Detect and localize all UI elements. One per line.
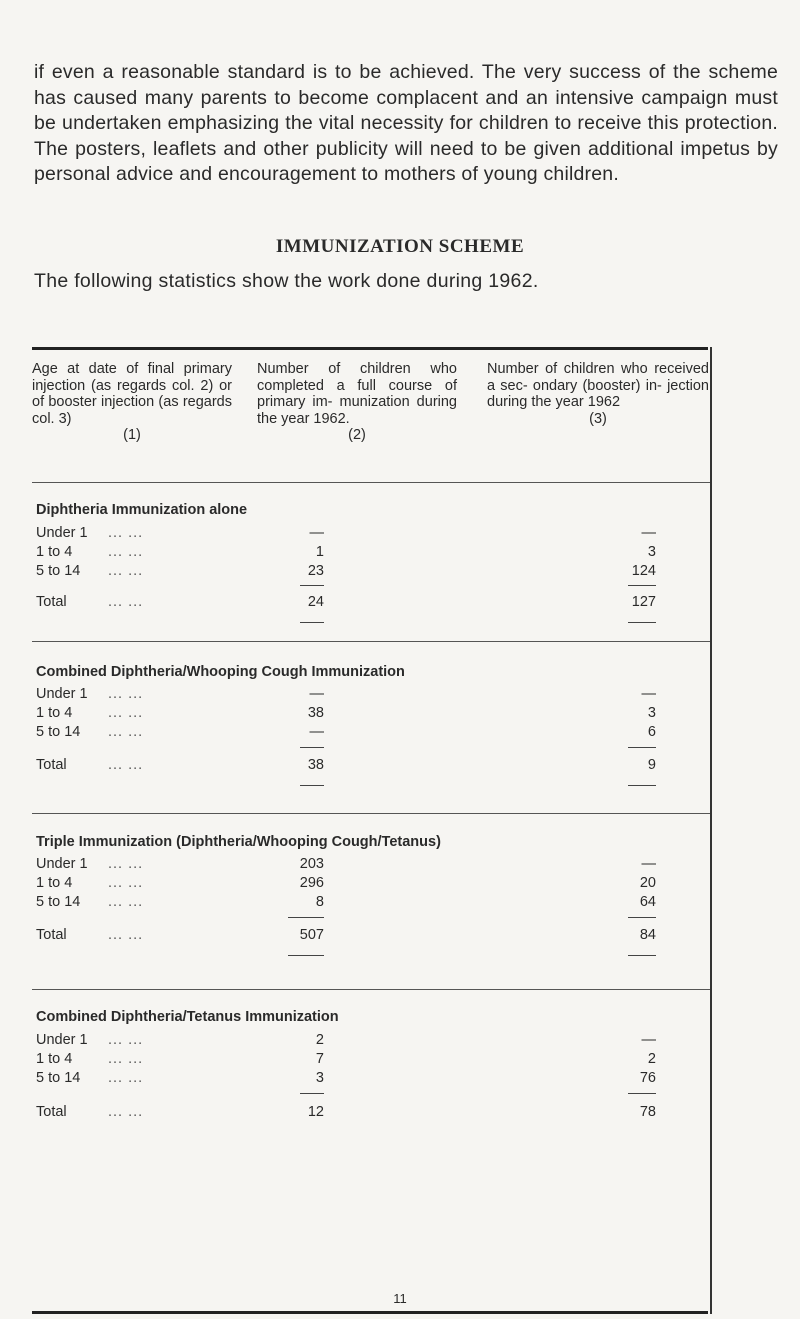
cell-col3: 9: [647, 757, 656, 773]
total-rule: [300, 785, 324, 786]
cell-col2: 38: [307, 757, 324, 773]
column-header-text: Age at date of final primary injection (as regards col. 2) or of booster injection (as regards col. 3): [32, 361, 232, 427]
column-number: (3): [589, 410, 607, 427]
page-number: 11: [393, 1291, 407, 1306]
column-header-3: [487, 361, 709, 427]
cell-col3: 124: [631, 563, 656, 579]
leader-dots: ... ...: [108, 724, 144, 740]
section-divider: [32, 813, 710, 814]
cell-col3: —: [641, 856, 656, 872]
table-row: [36, 856, 708, 874]
subtotal-rule: [628, 747, 656, 748]
cell-col2: 3: [315, 1070, 324, 1086]
row-label: 1 to 4: [36, 875, 73, 891]
section-divider: [32, 989, 710, 990]
column-header-2: [257, 361, 457, 444]
leader-dots: ... ...: [108, 875, 144, 891]
cell-col3: —: [641, 686, 656, 702]
cell-col3: 127: [631, 594, 656, 610]
subtotal-rule: [288, 917, 324, 918]
total-row: [36, 927, 708, 945]
cell-col3: 6: [647, 724, 656, 740]
leader-dots: ... ...: [108, 544, 144, 560]
row-label: 5 to 14: [36, 563, 81, 579]
leader-dots: ... ...: [108, 927, 144, 943]
cell-col2: 24: [307, 594, 324, 610]
leader-dots: ... ...: [108, 1051, 144, 1067]
cell-col3: 20: [639, 875, 656, 891]
leader-dots: ... ...: [108, 594, 144, 610]
row-label: 5 to 14: [36, 1070, 81, 1086]
cell-col3: 76: [639, 1070, 656, 1086]
table-row: [36, 1051, 708, 1069]
table-row: [36, 894, 708, 912]
total-rule: [300, 622, 324, 623]
cell-col3: 3: [647, 705, 656, 721]
subtotal-rule: [628, 1093, 656, 1094]
cell-col2: 203: [299, 856, 324, 872]
total-rule: [628, 785, 656, 786]
column-number: (2): [348, 427, 366, 443]
column-header-text: Number of children who completed a full course of primary im- munization during the year 1962.: [257, 361, 457, 427]
row-label: Total: [36, 1104, 67, 1120]
leader-dots: ... ...: [108, 563, 144, 579]
total-row: [36, 757, 708, 775]
page-heading: IMMUNIZATION SCHEME: [275, 236, 525, 257]
leader-dots: ... ...: [108, 856, 144, 872]
column-header-text: Number of children who received a sec- ondary (booster) in- jection during the year 1962: [487, 361, 709, 410]
row-label: Under 1: [36, 856, 88, 872]
subtotal-rule: [300, 747, 324, 748]
section-title: Triple Immunization (Diphtheria/Whooping Cough/Tetanus): [36, 834, 441, 850]
cell-col3: 78: [639, 1104, 656, 1120]
row-label: Total: [36, 927, 67, 943]
table-row: [36, 1070, 708, 1088]
cell-col2: 1: [315, 544, 324, 560]
total-rule: [628, 622, 656, 623]
cell-col2: —: [309, 525, 324, 541]
leader-dots: ... ...: [108, 894, 144, 910]
row-label: Total: [36, 594, 67, 610]
subtotal-rule: [628, 585, 656, 586]
leader-dots: ... ...: [108, 1104, 144, 1120]
cell-col2: 7: [315, 1051, 324, 1067]
cell-col2: 38: [307, 705, 324, 721]
subtotal-rule: [628, 917, 656, 918]
cell-col3: 84: [639, 927, 656, 943]
leader-dots: ... ...: [108, 1032, 144, 1048]
cell-col2: 23: [307, 563, 324, 579]
row-label: 1 to 4: [36, 705, 73, 721]
cell-col3: —: [641, 1032, 656, 1048]
leader-dots: ... ...: [108, 1070, 144, 1086]
row-label: Under 1: [36, 686, 88, 702]
table-row: [36, 724, 708, 742]
table-right-rule: [710, 347, 712, 1314]
table-row: [36, 525, 708, 543]
leader-dots: ... ...: [108, 686, 144, 702]
section-title: Combined Diphtheria/Tetanus Immunization: [36, 1009, 339, 1025]
cell-col3: 64: [639, 894, 656, 910]
cell-col2: —: [309, 686, 324, 702]
cell-col2: 2: [315, 1032, 324, 1048]
cell-col2: 507: [299, 927, 324, 943]
row-label: 1 to 4: [36, 544, 73, 560]
leader-dots: ... ...: [108, 705, 144, 721]
column-number: (1): [123, 427, 141, 443]
table-bottom-rule: [32, 1311, 708, 1314]
row-label: 5 to 14: [36, 894, 81, 910]
table-row: [36, 705, 708, 723]
cell-col3: —: [641, 525, 656, 541]
row-label: 5 to 14: [36, 724, 81, 740]
subtotal-rule: [300, 1093, 324, 1094]
cell-col3: 2: [647, 1051, 656, 1067]
section-divider: [32, 482, 710, 483]
section-title: Diphtheria Immunization alone: [36, 502, 248, 518]
subtotal-rule: [300, 585, 324, 586]
total-rule: [628, 955, 656, 956]
cell-col3: 3: [647, 544, 656, 560]
intro-paragraph: if even a reasonable standard is to be achieved. The very success of the scheme has caused many parents to become complacent and an intensive campaign must be undertaken emphasizing the vital necessity for children to receive this protection. The posters, leaflets and other publicity will need to be given additional impetus by personal advice and encouragement to mothers of young children.: [34, 61, 778, 185]
cell-col2: 12: [307, 1104, 324, 1120]
table-row: [36, 686, 708, 704]
subheading: The following statistics show the work done during 1962.: [34, 270, 539, 292]
cell-col2: —: [309, 724, 324, 740]
table-row: [36, 544, 708, 562]
section-title: Combined Diphtheria/Whooping Cough Immunization: [36, 664, 405, 680]
table-row: [36, 563, 708, 581]
immunization-table: [32, 347, 708, 1314]
table-top-rule: [32, 347, 708, 350]
section-divider: [32, 641, 710, 642]
total-row: [36, 594, 708, 612]
total-row: [36, 1104, 708, 1122]
column-header-1: [32, 361, 232, 444]
cell-col2: 8: [315, 894, 324, 910]
row-label: Total: [36, 757, 67, 773]
leader-dots: ... ...: [108, 757, 144, 773]
cell-col2: 296: [299, 875, 324, 891]
table-row: [36, 1032, 708, 1050]
row-label: 1 to 4: [36, 1051, 73, 1067]
table-row: [36, 875, 708, 893]
row-label: Under 1: [36, 1032, 88, 1048]
total-rule: [288, 955, 324, 956]
row-label: Under 1: [36, 525, 88, 541]
leader-dots: ... ...: [108, 525, 144, 541]
